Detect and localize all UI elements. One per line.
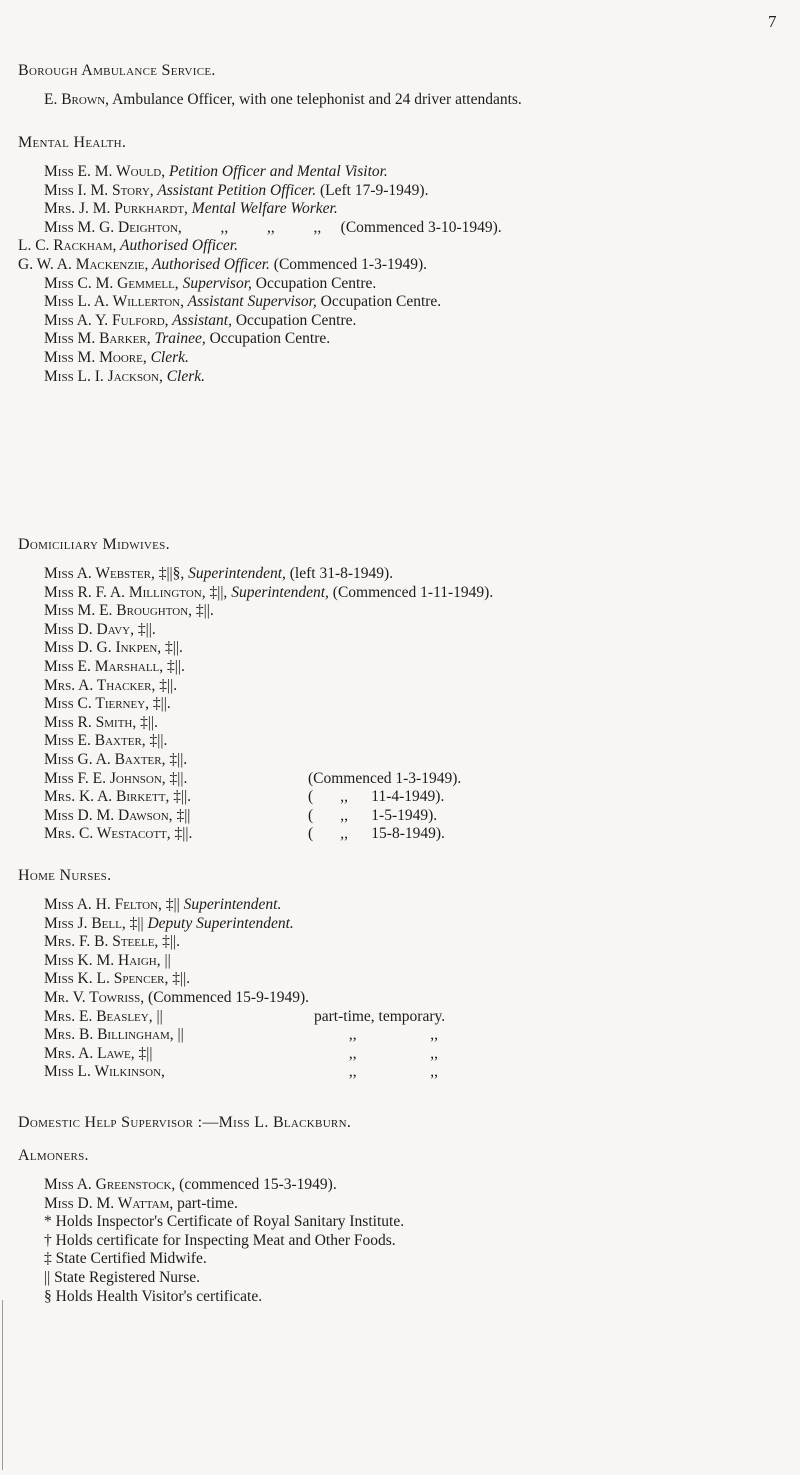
staff-name: Mrs. A. Lawe, (44, 1044, 135, 1062)
domestic-help-value: :—Miss L. Blackburn. (193, 1114, 352, 1131)
staff-role: Clerk. (162, 367, 206, 385)
staff-note: part-time, temporary. (314, 1007, 446, 1025)
domestic-help-section (18, 1114, 790, 1132)
staff-role: Authorised Officer. (116, 237, 238, 255)
staff-line (44, 312, 790, 331)
staff-name: Miss D. Davy, (44, 620, 134, 638)
page-edge-line (2, 1300, 3, 1470)
ambulance-heading: Borough Ambulance Service. (18, 62, 216, 79)
qualification-marks: ‡||. (165, 750, 188, 768)
staff-role: Assistant Supervisor, (184, 293, 317, 311)
qualification-marks: ‡||. (163, 657, 185, 675)
staff-name: Miss I. M. Story, (44, 181, 154, 199)
page-number: 7 (768, 12, 777, 31)
qualification-marks: ‡||. (169, 788, 192, 806)
staff-line (44, 952, 790, 971)
staff-line (44, 714, 790, 733)
staff-line (44, 970, 790, 989)
staff-note: ,, ,, (314, 1044, 438, 1062)
staff-name: Miss M. E. Broughton, (44, 602, 193, 620)
staff-name: Miss D. M. Wattam, (44, 1194, 174, 1212)
staff-name: Miss A. H. Felton, (44, 896, 162, 913)
staff-name: Miss E. Marshall, (44, 657, 164, 675)
staff-name: Miss D. G. Inkpen, (44, 639, 162, 657)
qualification-marks: ‡||. (192, 602, 214, 620)
domestic-help-heading: Domestic Help Supervisor (18, 1114, 194, 1131)
qualification-marks: ‡||, (205, 583, 228, 601)
home-nurses-section (18, 867, 790, 1082)
qualification-marks: ‡||. (133, 620, 156, 638)
staff-name: L. C. Rackham, (18, 237, 117, 255)
staff-name: Miss L. Wilkinson, (44, 1063, 165, 1081)
home-nurses-heading: Home Nurses. (18, 867, 112, 884)
ambulance-section (18, 62, 790, 110)
staff-line (44, 989, 790, 1008)
staff-role: Superintendent, (184, 565, 286, 582)
staff-role: Deputy Superintendent. (143, 914, 294, 932)
staff-line (44, 933, 790, 952)
staff-line (44, 1045, 790, 1064)
staff-name: Miss M. Barker, (44, 330, 151, 348)
staff-name: Miss C. M. Gemmell, (44, 274, 179, 292)
staff-line (44, 1026, 790, 1045)
staff-line (44, 293, 790, 312)
staff-line (44, 182, 790, 201)
staff-role: Assistant, (168, 311, 232, 329)
qualification-marks: || (173, 1026, 184, 1044)
staff-line (44, 825, 790, 844)
staff-line (44, 219, 790, 238)
staff-note: ,, ,, ,, (Commenced 3-10-1949). (181, 218, 502, 236)
staff-line (44, 1195, 790, 1214)
staff-line (18, 256, 790, 275)
staff-name: Miss A. Greenstock, (44, 1176, 176, 1193)
staff-line (44, 896, 790, 915)
footnote: § Holds Health Visitor's certificate. (44, 1287, 263, 1305)
staff-name: E. Brown, (44, 91, 110, 108)
staff-note: Occupation Centre. (231, 311, 357, 329)
qualification-marks: ‡||§, (154, 565, 185, 582)
staff-note: ,, ,, (314, 1026, 438, 1044)
staff-name: Mrs. F. B. Steele, (44, 933, 159, 951)
midwives-heading: Domiciliary Midwives. (18, 536, 170, 553)
qualification-marks: || (152, 1007, 163, 1025)
staff-name: Miss F. E. Johnson, (44, 769, 166, 787)
staff-name: Miss R. F. A. Millington, (44, 583, 206, 601)
midwives-section (18, 536, 790, 844)
staff-line (44, 915, 790, 934)
staff-name: Miss K. M. Haigh, (44, 951, 161, 969)
staff-note: Occupation Centre. (316, 293, 442, 311)
qualification-marks: ‡||. (145, 732, 168, 750)
qualification-marks: ‡||. (136, 713, 158, 731)
staff-line (44, 732, 790, 751)
staff-name: Miss E. Baxter, (44, 732, 146, 750)
staff-note: ( ,, 1-5-1949). (308, 806, 438, 824)
staff-name: Mrs. K. A. Birkett, (44, 788, 170, 806)
qualification-marks: || (160, 951, 171, 969)
staff-role: Petition Officer and Mental Visitor. (165, 163, 388, 180)
staff-note: (commenced 15-3-1949). (175, 1176, 337, 1193)
staff-note: Occupation Centre. (251, 274, 377, 292)
staff-role: Trainee, (150, 330, 206, 348)
staff-name: Miss M. G. Deighton, (44, 218, 182, 236)
footnote: † Holds certificate for Inspecting Meat and Other Foods. (44, 1231, 396, 1249)
almoners-heading: Almoners. (18, 1147, 89, 1164)
staff-name: Miss J. Bell, (44, 914, 126, 932)
staff-name: Mrs. B. Billingham, (44, 1026, 174, 1044)
staff-note: (left 31-8-1949). (285, 565, 394, 582)
staff-name: Miss L. I. Jackson, (44, 367, 163, 385)
qualification-marks: ‡||. (149, 695, 171, 713)
qualification-marks: ‡|| (134, 1044, 153, 1062)
staff-line (44, 584, 790, 603)
qualification-marks: ‡|| (172, 806, 191, 824)
staff-line (44, 349, 790, 368)
staff-name: Miss E. M. Would, (44, 163, 166, 180)
qualification-marks: ‡||. (170, 825, 193, 843)
staff-name: G. W. A. Mackenzie, (18, 255, 149, 273)
staff-line (44, 368, 790, 387)
staff-line (44, 1008, 790, 1027)
staff-line (44, 163, 790, 182)
staff-line (44, 621, 790, 640)
qualification-marks: ‡||. (168, 970, 191, 988)
staff-description: Ambulance Officer, with one telephonist and 24 driver attendants. (109, 91, 522, 108)
staff-note: Occupation Centre. (205, 330, 331, 348)
staff-name: Miss A. Y. Fulford, (44, 311, 169, 329)
qualification-marks: ‡||. (165, 769, 188, 787)
staff-note: (Commenced 15-9-1949). (144, 988, 310, 1006)
staff-role: Superintendent, (227, 583, 329, 601)
staff-line (44, 770, 790, 789)
domestic-help-line (18, 1114, 790, 1132)
staff-note: (Commenced 1-3-1949). (269, 255, 428, 273)
staff-line (44, 200, 790, 219)
staff-line (44, 602, 790, 621)
qualification-marks: ‡|| (161, 896, 180, 913)
staff-name: Mrs. A. Thacker, (44, 676, 156, 694)
staff-name: Miss K. L. Spencer, (44, 970, 169, 988)
footnote: * Holds Inspector's Certificate of Royal Sanitary Institute. (44, 1213, 405, 1231)
staff-name: Miss D. M. Dawson, (44, 806, 173, 824)
staff-line (44, 1176, 790, 1195)
staff-line (44, 275, 790, 294)
qualification-marks: ‡||. (158, 933, 181, 951)
footnote: || State Registered Nurse. (44, 1268, 200, 1286)
staff-line (44, 788, 790, 807)
staff-line (44, 658, 790, 677)
footnote: ‡ State Certified Midwife. (44, 1250, 207, 1268)
almoners-section (18, 1147, 790, 1306)
staff-note: ( ,, 15-8-1949). (308, 825, 445, 843)
mental-health-section (18, 134, 790, 386)
staff-name: Miss G. A. Baxter, (44, 750, 166, 768)
staff-note: (Left 17-9-1949). (316, 181, 429, 199)
ambulance-line (44, 91, 790, 110)
staff-role: Authorised Officer. (148, 255, 270, 273)
staff-line (44, 695, 790, 714)
qualification-marks: ‡|| (125, 914, 144, 932)
staff-name: Mrs. J. M. Purkhardt, (44, 200, 188, 218)
staff-line (44, 751, 790, 770)
staff-line (18, 237, 790, 256)
staff-role: Superintendent. (179, 896, 282, 913)
staff-line (44, 330, 790, 349)
qualification-marks: ‡||. (155, 676, 178, 694)
staff-role: Clerk. (146, 348, 189, 366)
staff-line (44, 677, 790, 696)
staff-name: Miss L. A. Willerton, (44, 293, 184, 311)
staff-name: Miss M. Moore, (44, 348, 147, 366)
staff-name: Mrs. C. Westacott, (44, 825, 171, 843)
mental-health-heading: Mental Health. (18, 134, 127, 151)
staff-role: Mental Welfare Worker. (187, 200, 338, 218)
staff-role: Supervisor, (178, 274, 252, 292)
staff-line (44, 565, 790, 584)
staff-note: (Commenced 1-11-1949). (328, 583, 494, 601)
staff-name: Mr. V. Towriss, (44, 988, 145, 1006)
staff-name: Miss R. Smith, (44, 713, 137, 731)
staff-note: part-time. (173, 1194, 238, 1212)
staff-name: Miss C. Tierney, (44, 695, 150, 713)
qualification-marks: ‡||. (161, 639, 183, 657)
staff-name: Miss A. Webster, (44, 565, 155, 582)
staff-line (44, 639, 790, 658)
staff-line (44, 807, 790, 826)
staff-name: Mrs. E. Beasley, (44, 1007, 153, 1025)
staff-role: Assistant Petition Officer. (153, 181, 317, 199)
staff-note: ( ,, 11-4-1949). (308, 788, 445, 806)
staff-note: (Commenced 1-3-1949). (308, 769, 462, 787)
staff-note: ,, ,, (314, 1063, 438, 1081)
staff-line (44, 1063, 790, 1082)
